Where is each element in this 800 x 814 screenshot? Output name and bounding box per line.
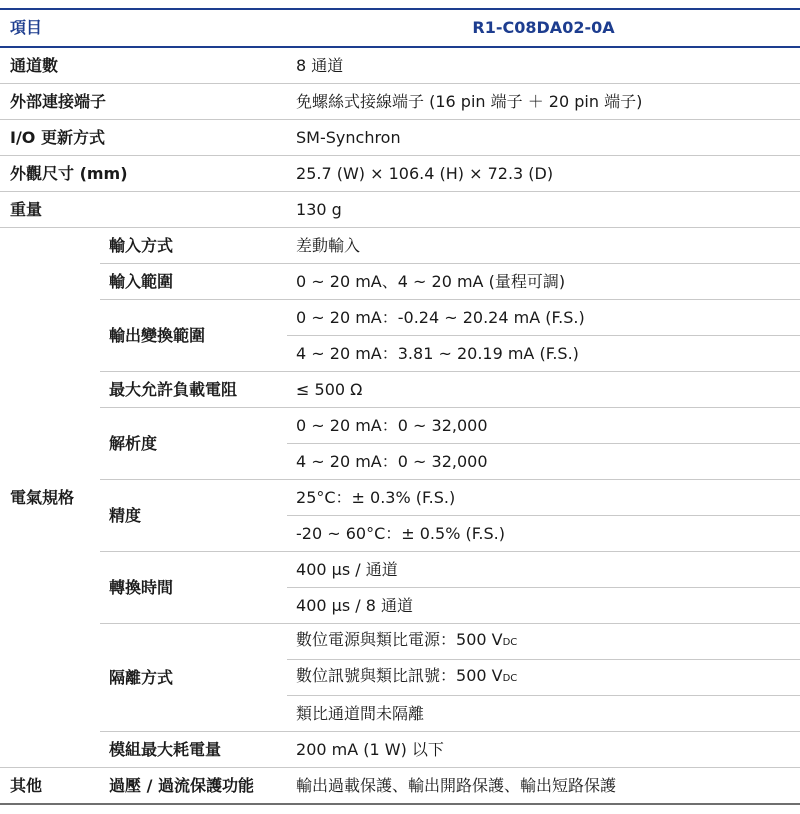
group-label-electrical: 電氣規格 [0,228,100,768]
group-label-other: 其他 [0,768,100,805]
sub-value-isolation-1 [287,624,800,660]
isolation-2-unit: DC [502,673,518,684]
header-row [0,9,800,47]
table-row [0,372,800,408]
sub-label-isolation: 隔離方式 [100,624,287,732]
row-label-io-update: I/O 更新方式 [0,120,287,156]
table-row [0,84,800,120]
isolation-2-text: 數位訊號與類比訊號：500 V [296,666,503,685]
sub-value-protection: 輸出過載保護、輸出開路保護、輸出短路保護 [287,768,800,805]
table-row [0,624,800,660]
row-value-terminal: 免螺絲式接線端子 (16 pin 端子 ＋ 20 pin 端子) [287,84,800,120]
sub-label-max-load: 最大允許負載電阻 [100,372,287,408]
sub-value-max-load: ≤ 500 Ω [287,372,800,408]
table-row [0,47,800,84]
isolation-1-text: 數位電源與類比電源：500 V [296,630,503,649]
sub-label-input-method: 輸入方式 [100,228,287,264]
sub-value-conversion-time-1: 400 µs / 通道 [287,552,800,588]
sub-label-power: 模組最大耗電量 [100,732,287,768]
row-value-channels: 8 通道 [287,47,800,84]
row-value-weight: 130 g [287,192,800,228]
sub-label-resolution: 解析度 [100,408,287,480]
row-label-dimensions: 外觀尺寸 (mm) [0,156,287,192]
sub-value-accuracy-2: -20 ~ 60°C：± 0.5% (F.S.) [287,516,800,552]
table-row [0,120,800,156]
table-row [0,732,800,768]
row-label-terminal: 外部連接端子 [0,84,287,120]
table-row [0,480,800,516]
row-value-dimensions: 25.7 (W) × 106.4 (H) × 72.3 (D) [287,156,800,192]
sub-value-power: 200 mA (1 W) 以下 [287,732,800,768]
table-row [0,408,800,444]
row-label-weight: 重量 [0,192,287,228]
table-row [0,552,800,588]
sub-label-accuracy: 精度 [100,480,287,552]
sub-value-input-method: 差動輸入 [287,228,800,264]
table-row [0,228,800,264]
table-row [0,768,800,805]
sub-label-output-range: 輸出變換範圍 [100,300,287,372]
header-model: R1-C08DA02-0A [287,9,800,47]
sub-label-conversion-time: 轉換時間 [100,552,287,624]
sub-value-accuracy-1: 25°C：± 0.3% (F.S.) [287,480,800,516]
sub-label-protection: 過壓 / 過流保護功能 [100,768,287,805]
sub-value-input-range: 0 ~ 20 mA、4 ~ 20 mA (量程可調) [287,264,800,300]
table-row [0,300,800,336]
header-item-label: 項目 [0,9,287,47]
sub-value-isolation-2 [287,660,800,696]
spec-table [0,8,800,805]
sub-label-input-range: 輸入範圍 [100,264,287,300]
table-row [0,264,800,300]
table-row [0,192,800,228]
isolation-1-unit: DC [502,637,518,648]
row-value-io-update: SM-Synchron [287,120,800,156]
table-row [0,156,800,192]
sub-value-output-range-2: 4 ~ 20 mA：3.81 ~ 20.19 mA (F.S.) [287,336,800,372]
row-label-channels: 通道數 [0,47,287,84]
sub-value-resolution-1: 0 ~ 20 mA：0 ~ 32,000 [287,408,800,444]
sub-value-resolution-2: 4 ~ 20 mA：0 ~ 32,000 [287,444,800,480]
sub-value-isolation-3: 類比通道間未隔離 [287,696,800,732]
sub-value-output-range-1: 0 ~ 20 mA：-0.24 ~ 20.24 mA (F.S.) [287,300,800,336]
sub-value-conversion-time-2: 400 µs / 8 通道 [287,588,800,624]
